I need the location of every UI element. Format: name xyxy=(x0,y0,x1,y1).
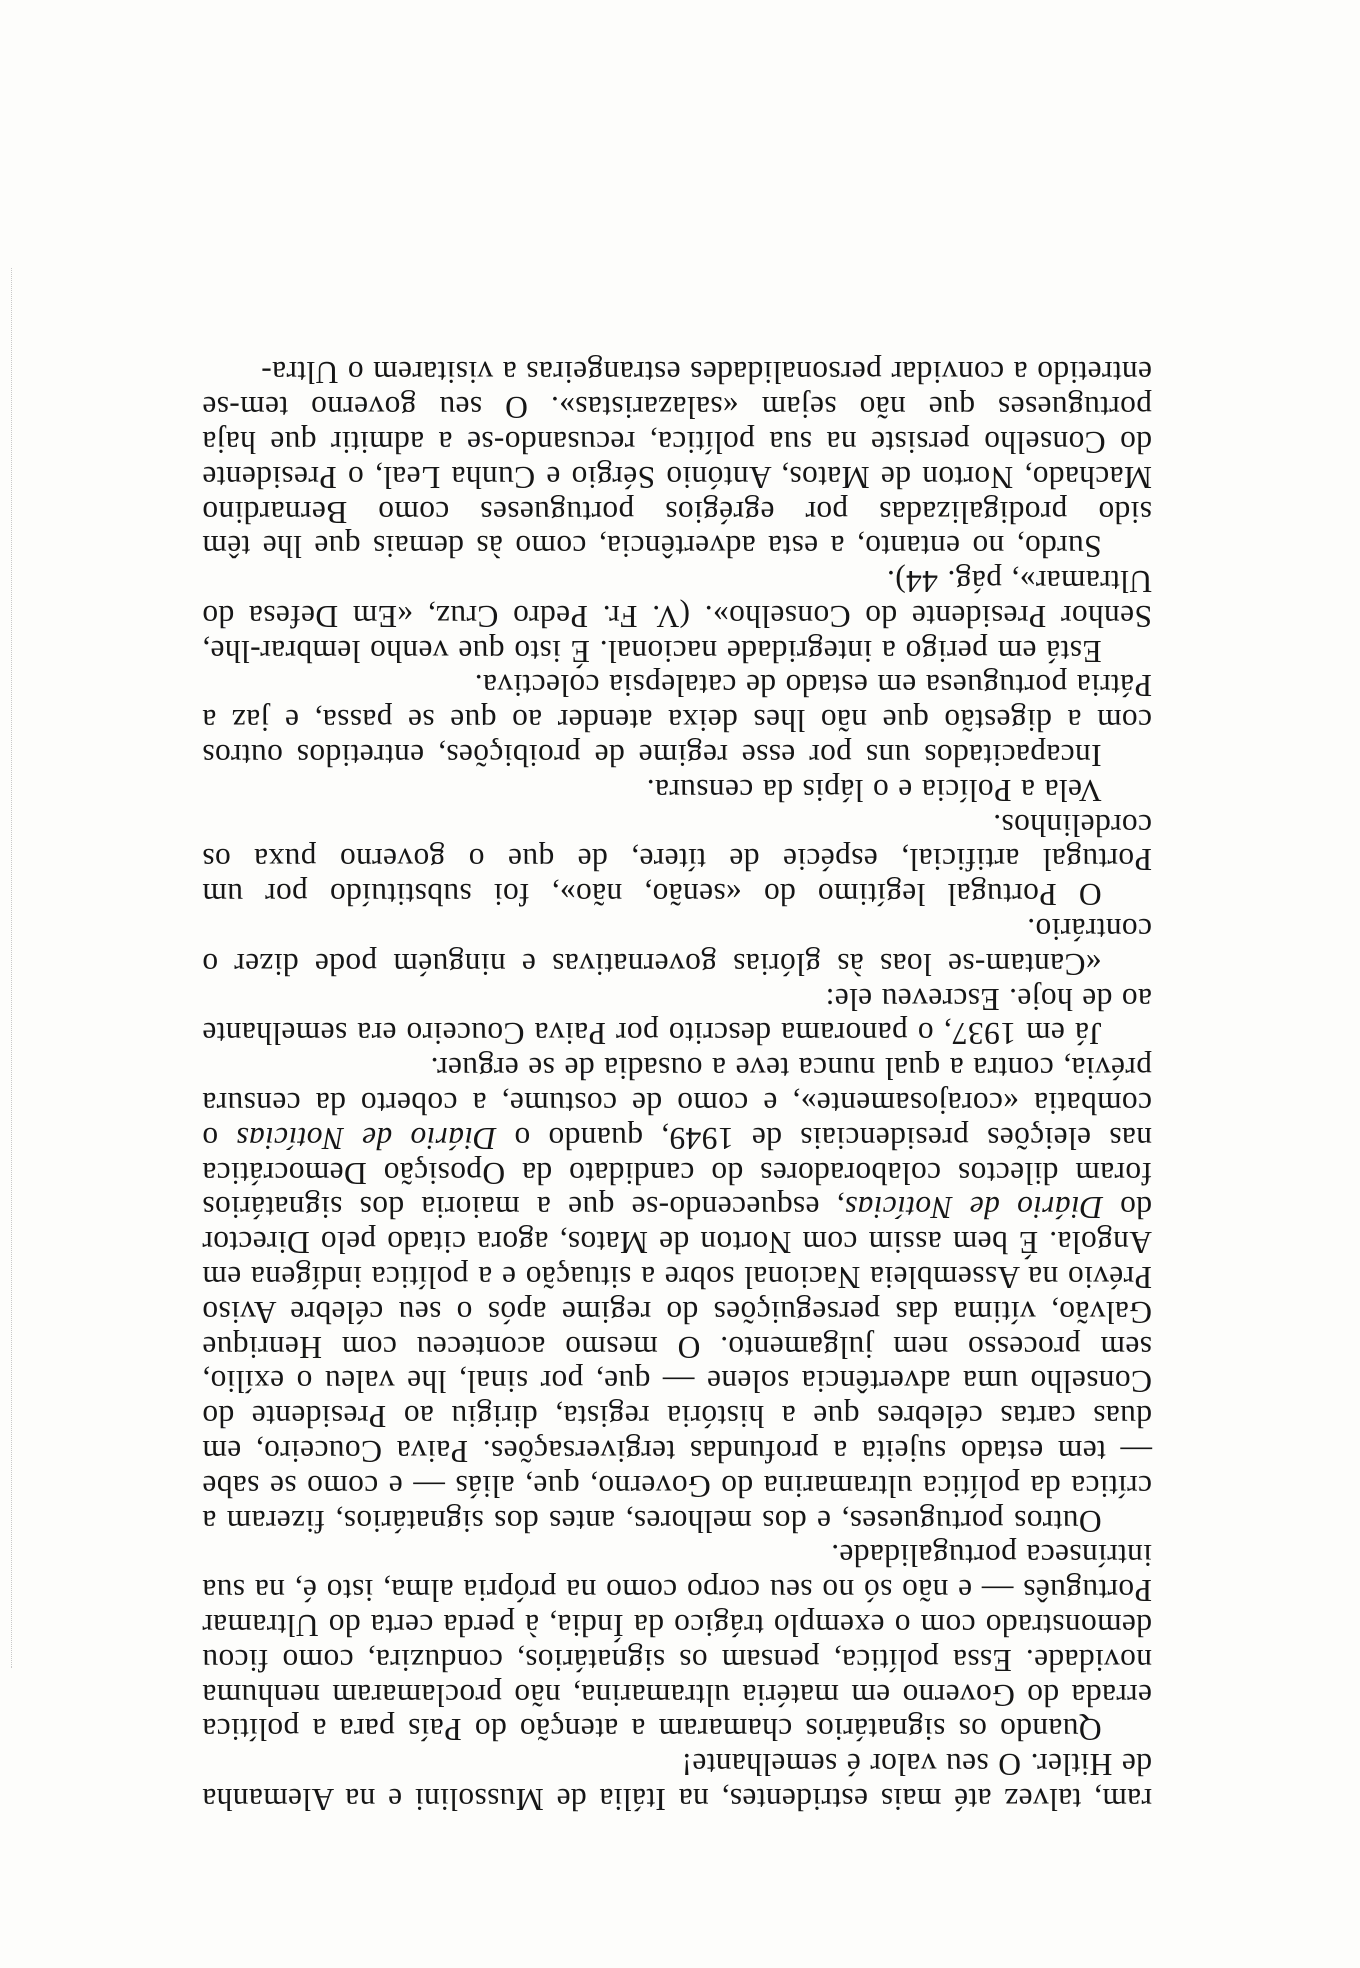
body-text xyxy=(202,355,1152,1816)
text-run: Outros portugueses, e dos melhores, antes dos signatários, fizeram a crítica da política ultramarina do Governo, que, aliás — e como se sabe — tem estado sujeita a profundas tergiversações. Paiva Couceiro, em duas cartas célebres que a história regista, dirigiu ao Presidente do Conselho uma advertência solene — que, por sinal, lhe valeu o exílio, sem processo nem julgamento. O mesmo aconteceu com Henrique Galvão, vítima das perseguições do regime após o seu célebre Aviso Prévio na Assembleia Nacional sobre a situação e a política indígena em Angola. É bem assim com Norton de Matos, agora citado pelo Director do xyxy=(202,1190,1152,1539)
text-run: Está em perigo a integridade nacional. É isto que venho lembrar-lhe, Senhor Presidente do Conselho». (V. Fr. Pedro Cruz, «Em Defesa do Ultramar», pág. 44). xyxy=(202,564,1152,669)
italic-text: Diário de Notícias xyxy=(844,1190,1103,1226)
text-run: Surdo, no entanto, a esta advertência, como às demais que lhe têm sido prodigalizadas por egrégios portugueses como Bernardino Machado, Norton de Matos, António Sérgio e Cunha Leal, o Presidente do Conselho persiste na sua política, recusando-se a admitir que haja portugueses que não sejam «salazaristas». O seu governo tem-se entretido a convidar personalidades estrangeiras a visitarem o Ultra- xyxy=(202,355,1152,565)
text-run: ram, talvez até mais estridentes, na Itália de Mussolini e na Alemanha de Hitler. O seu valor é semelhante! xyxy=(202,1747,1152,1817)
paragraph xyxy=(202,668,1152,772)
paragraph xyxy=(202,1746,1152,1816)
text-run: Incapacitados uns por esse regime de proibições, entretidos outros com a digestão que não lhes deixa atender ao que se passa, e jaz a Pátria portuguesa em estado de catalepsia colectiva. xyxy=(202,668,1152,774)
paragraph xyxy=(202,772,1152,807)
paragraph xyxy=(202,911,1152,981)
text-run: Quando os signatários chamaram a atenção do País para a política errada do Governo em matéria ultramarina, não proclamaram nenhuma novidade. Essa política, pensam os signatários, conduzira, como ficou demonstrado com o exemplo trágico da Índia, à perda certa do Ultramar Português — e não só no seu corpo como na própria alma, isto é, na sua intrínseca portugalidade. xyxy=(202,1538,1152,1748)
text-run: Vela a Polícia e o lápis da censura. xyxy=(646,772,1102,808)
text-run: Já em 1937, o panorama descrito por Paiva Couceiro era semelhante ao de hoje. Escreveu ele: xyxy=(202,981,1152,1052)
text-run: O Portugal legítimo do «senão, não», foi substituído por um Portugal artificial, espécie de títere, de que o governo puxa os cordelinhos. xyxy=(202,807,1152,913)
text-run: o combatia «corajosamente», e como de costume, a coberto da censura prévia, contra a qual nunca teve a ousadia de se erguer. xyxy=(201,1051,1152,1156)
paragraph xyxy=(202,1050,1152,1537)
text-run: «Cantam-se loas às glórias governativas e ninguém pode dizer o contrário. xyxy=(202,912,1152,982)
paragraph xyxy=(202,807,1152,911)
paragraph xyxy=(202,1538,1152,1747)
italic-text: Diário de Notícias xyxy=(236,1120,497,1156)
paragraph xyxy=(202,355,1152,564)
text-run: , esquecendo-se que a maioria dos signatários foram dilectos colaboradores do candidato da Oposição Democrática nas eleições presidenciais de 1949, quando o xyxy=(202,1120,1152,1226)
paragraph xyxy=(202,981,1152,1051)
paragraph xyxy=(202,563,1152,667)
page-edge-specks xyxy=(9,268,12,1668)
